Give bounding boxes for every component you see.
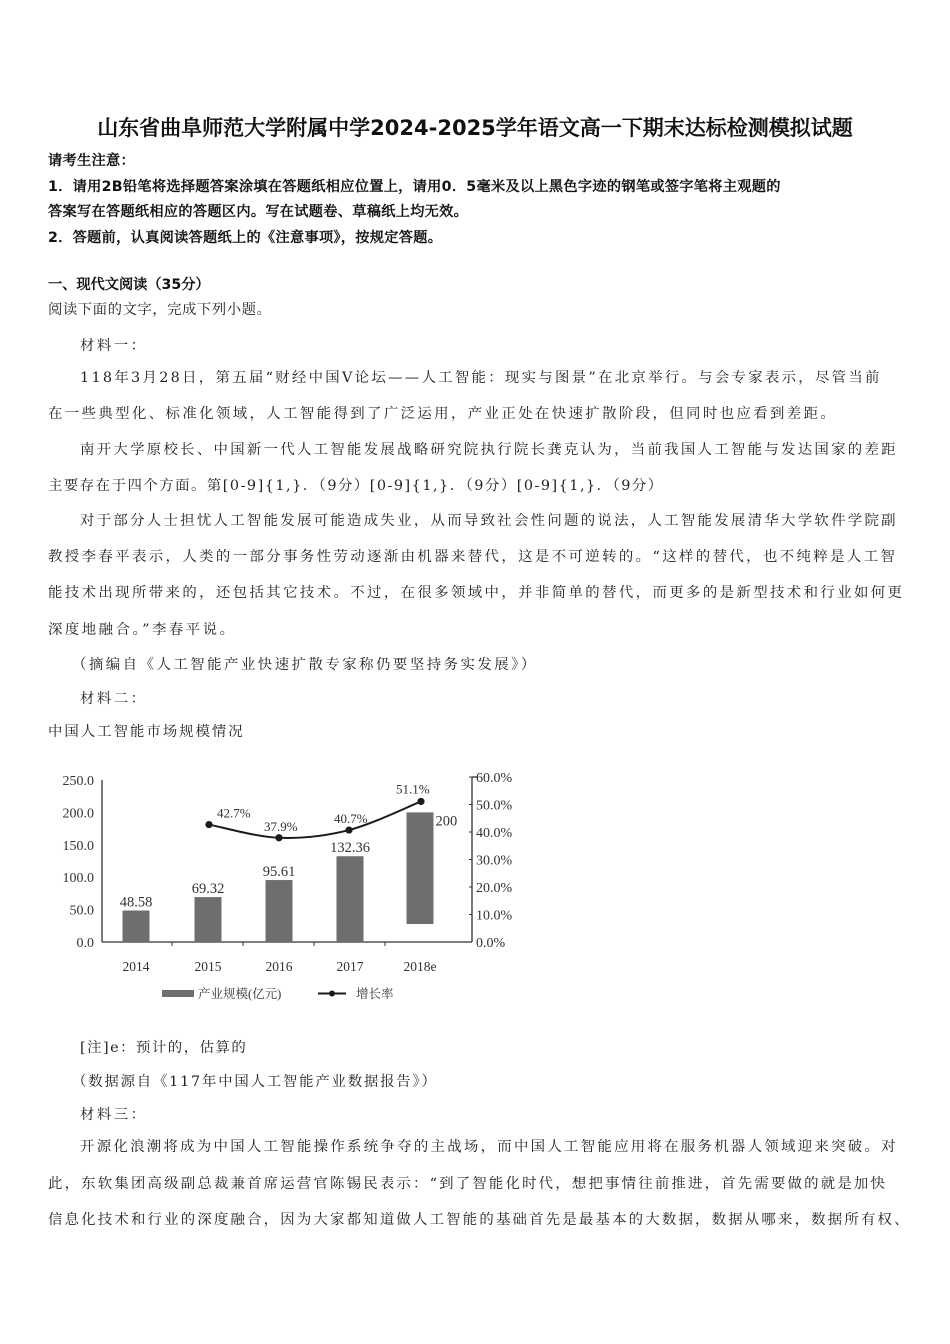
- material1-line: 对于部分人士担忧人工智能发展可能造成失业，从而导致社会性问题的说法，人工智能发展清华大学软件学院副: [80, 513, 898, 529]
- material1-line: 118年3月28日，第五届“财经中国V论坛——人工智能：现实与图景”在北京举行。与会专家表示，尽管当前: [80, 370, 882, 386]
- bar-2018e: [407, 812, 434, 924]
- material1-label: 材料一：: [80, 338, 148, 354]
- legend-bar-swatch: [162, 990, 194, 997]
- exam-title: 山东省曲阜师范大学附属中学2024-2025学年语文高一下期末达标检测模拟试题: [97, 116, 853, 140]
- right-tick-label: 50.0%: [476, 798, 513, 814]
- material1-line: 能技术出现所带来的，还包括其它技术。不过，在很多领域中，并非简单的替代，而更多的是新型技术和行业如何更: [48, 585, 905, 601]
- x-category-label: 2014: [122, 959, 150, 974]
- notice-heading: 请考生注意：: [48, 153, 135, 169]
- section-instruction: 阅读下面的文字，完成下列小题。: [48, 302, 272, 318]
- bar-2014: [123, 911, 150, 942]
- material1-line: 在一些典型化、标准化领域，人工智能得到了广泛运用，产业正处在快速扩散阶段，但同时也应看到差距。: [48, 406, 838, 422]
- legend-bar-label: 产业规模(亿元): [198, 987, 282, 1001]
- bar-2015: [195, 897, 222, 942]
- right-tick-label: 30.0%: [476, 853, 513, 869]
- market-size-chart: [40, 755, 540, 1015]
- x-category-label: 2017: [336, 959, 364, 974]
- growth-rate-point: [345, 826, 352, 833]
- bar-value-label: 200: [435, 813, 458, 830]
- right-tick-label: 20.0%: [476, 881, 513, 896]
- chart-caption: 中国人工智能市场规模情况: [48, 724, 245, 740]
- growth-rate-label: 40.7%: [334, 811, 368, 827]
- right-tick-label: 10.0%: [476, 908, 513, 924]
- growth-rate-point: [205, 821, 212, 828]
- bar-2016: [266, 880, 293, 942]
- left-tick-label: 0.0: [76, 936, 94, 951]
- section-heading: 一、现代文阅读（35分）: [48, 277, 210, 293]
- growth-rate-label: 51.1%: [396, 781, 430, 797]
- notice-line-2: 答案写在答题纸相应的答题区内。写在试题卷、草稿纸上均无效。: [48, 204, 469, 220]
- chart-note: [注]e：预计的，估算的: [80, 1040, 248, 1056]
- bar-value-label: 48.58: [119, 894, 153, 911]
- left-tick-label: 200.0: [62, 806, 94, 822]
- material1-line: 南开大学原校长、中国新一代人工智能发展战略研究院执行院长龚克认为，当前我国人工智能与发达国家的差距: [80, 442, 898, 458]
- material2-label: 材料二：: [80, 691, 148, 707]
- x-category-label: 2018e: [403, 959, 437, 974]
- bar-value-label: 95.61: [262, 864, 296, 881]
- left-tick-label: 250.0: [62, 774, 94, 789]
- left-tick-label: 100.0: [62, 871, 94, 887]
- bar-value-label: 132.36: [330, 840, 370, 857]
- material1-line: 主要存在于四个方面。第[0-9]{1,}．（9分）[0-9]{1,}．（9分）[0-9]{1,}．（9分）: [48, 478, 664, 494]
- legend-line-label: 增长率: [356, 987, 394, 1001]
- right-tick-label: 60.0%: [476, 771, 513, 786]
- x-category-label: 2015: [194, 959, 222, 974]
- bar-2017: [337, 856, 364, 942]
- material1-line: 深度地融合。”李春平说。: [48, 622, 237, 638]
- right-tick-label: 0.0%: [476, 936, 506, 951]
- notice-line-3: 2．答题前，认真阅读答题纸上的《注意事项》，按规定答题。: [48, 230, 443, 246]
- chart-source: （数据源自《117年中国人工智能产业数据报告》）: [72, 1074, 438, 1090]
- material1-line: 教授李春平表示，人类的一部分事务性劳动逐渐由机器来替代，这是不可逆转的。“这样的替代，也不纯粹是人工智: [48, 549, 898, 565]
- material1-source: （摘编自《人工智能产业快速扩散专家称仍要坚持务实发展》）: [72, 657, 538, 673]
- right-tick-label: 40.0%: [476, 826, 513, 841]
- material3-line: 此，东软集团高级副总裁兼首席运营官陈锡民表示：“到了智能化时代，想把事情往前推进，首先需要做的就是加快: [48, 1176, 888, 1192]
- growth-rate-point: [417, 798, 424, 805]
- material3-label: 材料三：: [80, 1107, 148, 1123]
- notice-line-1: 1．请用2B铅笔将选择题答案涂填在答题纸相应位置上，请用0．5毫米及以上黑色字迹的钢笔或签字笔将主观题的: [48, 179, 781, 195]
- growth-rate-label: 42.7%: [217, 805, 251, 821]
- left-tick-label: 150.0: [62, 838, 94, 854]
- bar-value-label: 69.32: [191, 881, 225, 898]
- material3-line: 信息化技术和行业的深度融合，因为大家都知道做人工智能的基础首先是最基本的大数据，数据从哪来，数据所有权、: [48, 1212, 911, 1228]
- growth-rate-label: 37.9%: [264, 818, 298, 834]
- left-tick-label: 50.0: [69, 903, 94, 919]
- material3-line: 开源化浪潮将成为中国人工智能操作系统争夺的主战场，而中国人工智能应用将在服务机器人领域迎来突破。对: [80, 1139, 898, 1155]
- x-category-label: 2016: [265, 959, 293, 974]
- growth-rate-point: [275, 834, 282, 841]
